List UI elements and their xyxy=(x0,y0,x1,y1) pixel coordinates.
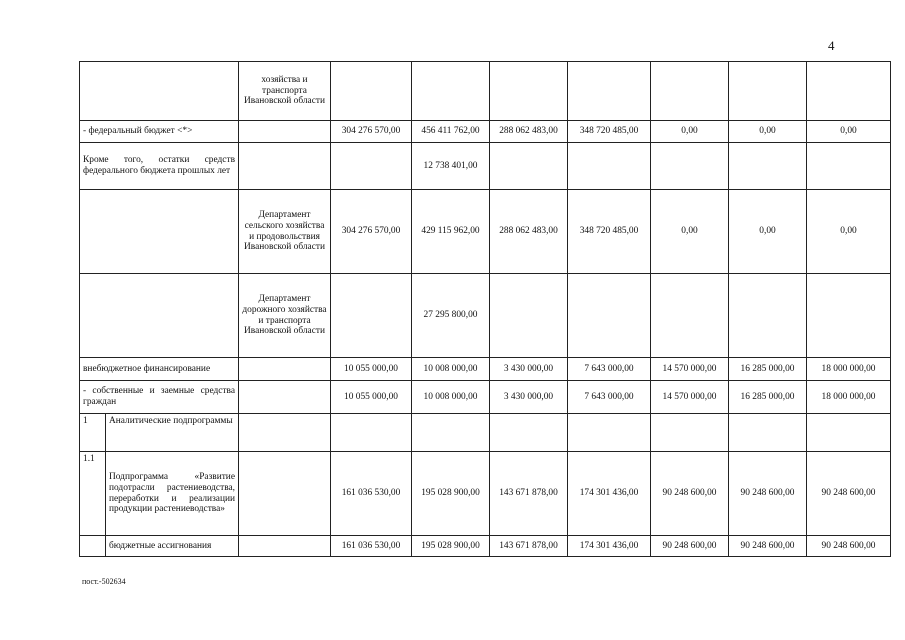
executor-cell xyxy=(239,358,331,381)
executor-cell xyxy=(239,414,331,452)
footer-document-code: пост.-502634 xyxy=(82,577,126,586)
value-cell xyxy=(490,414,568,452)
table-row xyxy=(80,536,891,557)
value-cell: 288 062 483,00 xyxy=(490,190,568,274)
budget-table xyxy=(79,61,891,557)
table-row xyxy=(80,381,891,414)
executor-cell xyxy=(239,121,331,143)
value-cell xyxy=(651,274,729,358)
value-cell xyxy=(331,414,412,452)
value-cell xyxy=(331,143,412,190)
row-name-cell xyxy=(80,190,239,274)
value-cell: 16 285 000,00 xyxy=(729,381,807,414)
value-cell xyxy=(651,62,729,121)
value-cell xyxy=(807,414,891,452)
row-name-cell: бюджетные ассигнования xyxy=(106,536,239,557)
executor-cell xyxy=(239,452,331,536)
table-row xyxy=(80,62,891,121)
value-cell xyxy=(807,143,891,190)
value-cell xyxy=(568,414,651,452)
value-cell: 0,00 xyxy=(729,190,807,274)
value-cell xyxy=(490,62,568,121)
value-cell: 348 720 485,00 xyxy=(568,121,651,143)
executor-cell xyxy=(239,143,331,190)
value-cell xyxy=(412,62,490,121)
value-cell: 161 036 530,00 xyxy=(331,452,412,536)
value-cell xyxy=(568,143,651,190)
value-cell: 10 008 000,00 xyxy=(412,358,490,381)
value-cell xyxy=(651,414,729,452)
value-cell: 174 301 436,00 xyxy=(568,536,651,557)
value-cell: 12 738 401,00 xyxy=(412,143,490,190)
value-cell xyxy=(490,143,568,190)
value-cell xyxy=(490,274,568,358)
value-cell: 456 411 762,00 xyxy=(412,121,490,143)
row-name-cell: - собственные и заемные средства граждан xyxy=(80,381,239,414)
row-name-cell xyxy=(80,62,239,121)
value-cell: 143 671 878,00 xyxy=(490,452,568,536)
page-number: 4 xyxy=(828,38,835,53)
value-cell: 0,00 xyxy=(729,121,807,143)
row-number-cell xyxy=(80,536,106,557)
value-cell: 0,00 xyxy=(807,121,891,143)
executor-cell: Департамент сельского хозяйства и продовольствия Ивановской области xyxy=(239,190,331,274)
value-cell: 14 570 000,00 xyxy=(651,381,729,414)
value-cell: 14 570 000,00 xyxy=(651,358,729,381)
value-cell: 90 248 600,00 xyxy=(651,452,729,536)
value-cell: 174 301 436,00 xyxy=(568,452,651,536)
executor-cell: Департамент дорожного хозяйства и транспорта Ивановской области xyxy=(239,274,331,358)
value-cell: 304 276 570,00 xyxy=(331,190,412,274)
value-cell: 18 000 000,00 xyxy=(807,358,891,381)
value-cell: 90 248 600,00 xyxy=(807,452,891,536)
value-cell: 10 055 000,00 xyxy=(331,358,412,381)
value-cell xyxy=(651,143,729,190)
row-number-cell: 1 xyxy=(80,414,106,452)
value-cell xyxy=(729,143,807,190)
table-row xyxy=(80,190,891,274)
row-name-cell: внебюджетное финансирование xyxy=(80,358,239,381)
row-name-cell: Кроме того, остатки средств федерального бюджета прошлых лет xyxy=(80,143,239,190)
value-cell: 7 643 000,00 xyxy=(568,358,651,381)
value-cell: 90 248 600,00 xyxy=(651,536,729,557)
value-cell xyxy=(568,62,651,121)
value-cell: 27 295 800,00 xyxy=(412,274,490,358)
row-number-cell: 1.1 xyxy=(80,452,106,536)
value-cell: 3 430 000,00 xyxy=(490,358,568,381)
executor-cell xyxy=(239,536,331,557)
table-row xyxy=(80,143,891,190)
table-row xyxy=(80,274,891,358)
value-cell: 16 285 000,00 xyxy=(729,358,807,381)
value-cell xyxy=(729,414,807,452)
value-cell: 348 720 485,00 xyxy=(568,190,651,274)
row-name-cell xyxy=(80,274,239,358)
value-cell xyxy=(568,274,651,358)
value-cell: 0,00 xyxy=(651,121,729,143)
value-cell: 195 028 900,00 xyxy=(412,536,490,557)
table-row xyxy=(80,358,891,381)
row-name-cell: - федеральный бюджет <*> xyxy=(80,121,239,143)
value-cell xyxy=(807,274,891,358)
executor-cell xyxy=(239,381,331,414)
value-cell: 18 000 000,00 xyxy=(807,381,891,414)
value-cell: 90 248 600,00 xyxy=(729,536,807,557)
table-row xyxy=(80,414,891,452)
value-cell: 143 671 878,00 xyxy=(490,536,568,557)
value-cell: 90 248 600,00 xyxy=(729,452,807,536)
value-cell: 7 643 000,00 xyxy=(568,381,651,414)
value-cell: 10 055 000,00 xyxy=(331,381,412,414)
executor-cell: хозяйства и транспорта Ивановской области xyxy=(239,62,331,121)
value-cell: 90 248 600,00 xyxy=(807,536,891,557)
value-cell: 304 276 570,00 xyxy=(331,121,412,143)
row-name-cell: Подпрограмма «Развитие подотрасли растениеводства, переработки и реализации продукции растениеводства» xyxy=(106,452,239,536)
value-cell xyxy=(729,62,807,121)
value-cell: 288 062 483,00 xyxy=(490,121,568,143)
value-cell: 161 036 530,00 xyxy=(331,536,412,557)
value-cell: 429 115 962,00 xyxy=(412,190,490,274)
value-cell xyxy=(331,62,412,121)
value-cell: 0,00 xyxy=(807,190,891,274)
value-cell xyxy=(412,414,490,452)
value-cell: 3 430 000,00 xyxy=(490,381,568,414)
table-row xyxy=(80,452,891,536)
value-cell: 10 008 000,00 xyxy=(412,381,490,414)
table-row xyxy=(80,121,891,143)
value-cell xyxy=(729,274,807,358)
value-cell xyxy=(331,274,412,358)
value-cell: 0,00 xyxy=(651,190,729,274)
value-cell: 195 028 900,00 xyxy=(412,452,490,536)
value-cell xyxy=(807,62,891,121)
row-name-cell: Аналитические подпрограммы xyxy=(106,414,239,452)
